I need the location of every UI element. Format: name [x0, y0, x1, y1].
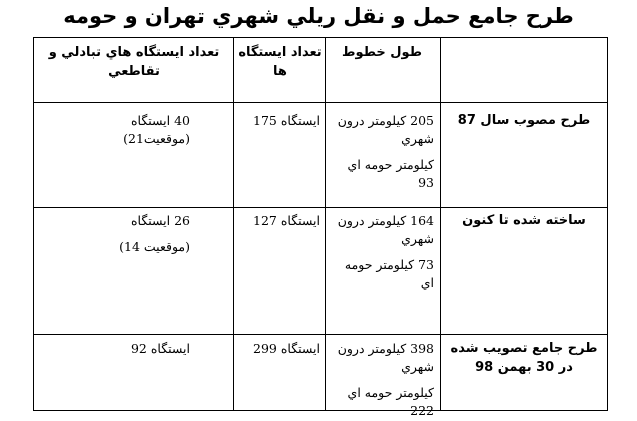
lines-cell-approved-87: [330, 112, 434, 193]
lines-cell-master-plan-98: [330, 340, 434, 421]
lines-cell-built-so-far: [330, 212, 434, 293]
stations-cell-approved-87: ايستگاه 175: [253, 113, 320, 128]
interchange-count-text: 40 ايستگاه: [130, 113, 190, 128]
table-border-top: [33, 37, 608, 38]
header-lines-length: طول خطوط: [342, 45, 422, 60]
header-stations-count: تعداد ايستگاه ها: [238, 45, 322, 79]
table-divider-header: [33, 102, 608, 103]
interchange-cell-master-plan-98: ايستگاه 92: [130, 341, 190, 356]
row-label-approved-87: طرح مصوب سال 87: [457, 113, 591, 128]
page-title: طرح جامع حمل و نقل ريلي شهري تهران و حومه: [63, 4, 574, 28]
interchange-count-text: 26 ايستگاه: [130, 213, 190, 228]
table-divider-col-3: [440, 37, 441, 410]
lines-suburban-text: كيلومتر حومه اي 93: [347, 157, 434, 191]
row-label-built-so-far: ساخته شده تا كنون: [462, 213, 586, 228]
table-border-right: [607, 37, 608, 410]
lines-suburban-text: كيلومتر حومه اي 222: [347, 385, 434, 419]
table-divider-col-1: [233, 37, 234, 410]
table-divider-row-1: [33, 207, 608, 208]
lines-urban-text: 164 كيلومتر درون شهري: [337, 213, 434, 247]
table-divider-row-2: [33, 334, 608, 335]
stations-cell-master-plan-98: ايستگاه 299: [253, 341, 320, 356]
interchange-cell-built-so-far: [40, 212, 190, 256]
lines-suburban-text: 73 كيلومتر حومه اي: [344, 257, 434, 291]
interchange-note-text: (موقعيت 14): [119, 239, 190, 255]
table-divider-col-2: [325, 37, 326, 410]
interchange-cell-approved-87: [40, 112, 190, 148]
header-interchange-count: تعداد ايستگاه هاي تبادلي و تقاطعي: [48, 45, 220, 79]
lines-urban-text: 205 كيلومتر درون شهري: [337, 113, 434, 147]
lines-urban-text: 398 كيلومتر درون شهري: [337, 341, 434, 375]
stations-cell-built-so-far: ايستگاه 127: [253, 213, 320, 228]
interchange-note-text: (موقعيت21): [123, 131, 190, 147]
row-label-master-plan-98: طرح جامع تصويب شده در 30 بهمن 98: [450, 341, 598, 375]
table-border-left: [33, 37, 34, 410]
table-border-bottom: [33, 410, 608, 411]
